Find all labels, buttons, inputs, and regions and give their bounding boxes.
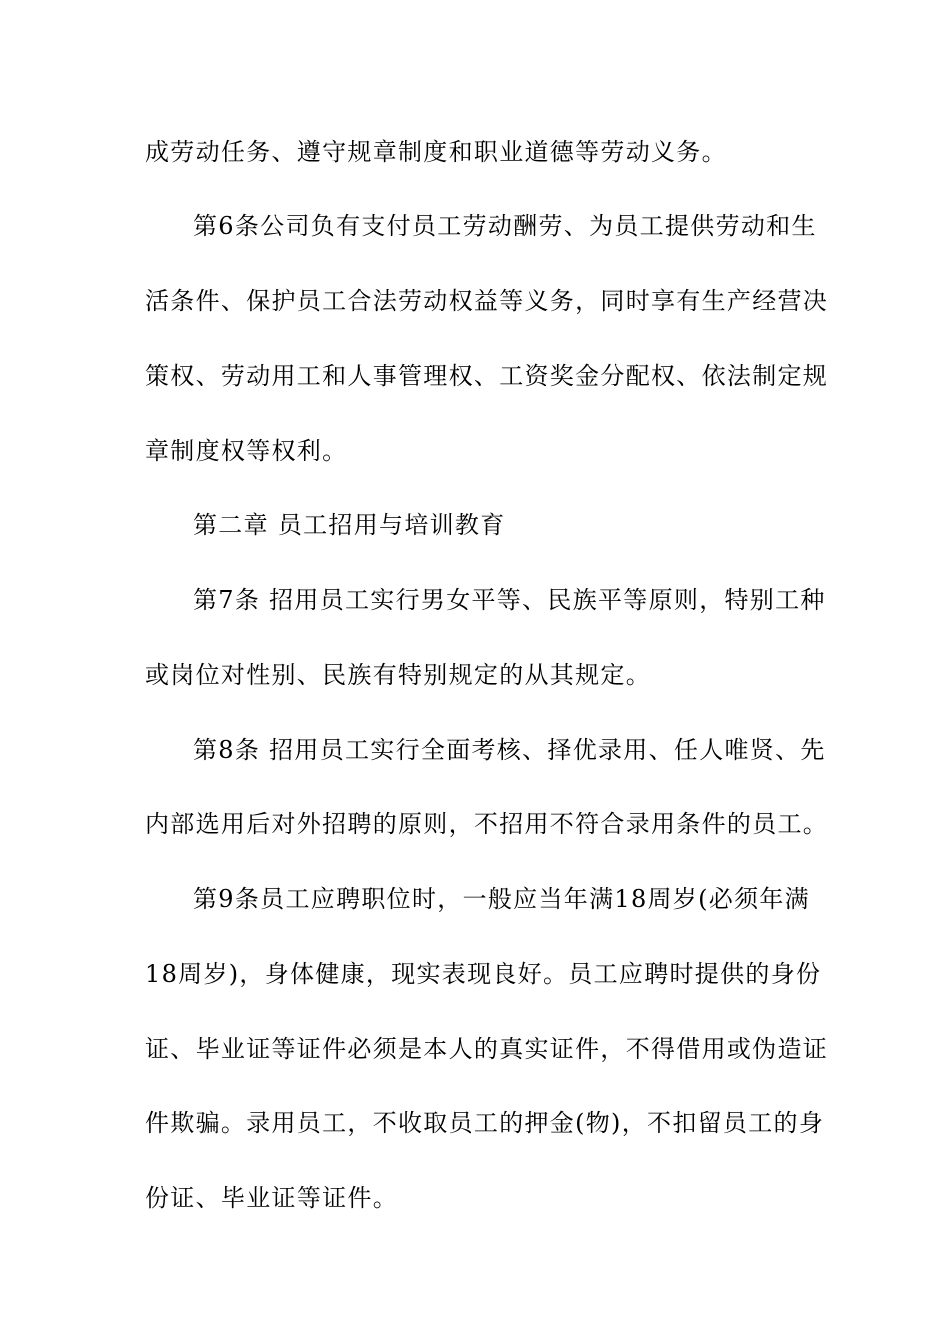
article-9-line: 第9条员工应聘职位时，一般应当年满18周岁(必须年满 (193, 885, 810, 913)
chapter-heading: 第二章 员工招用与培训教育 (193, 511, 506, 539)
text-line: 章制度权等权利。 (145, 437, 348, 465)
text-line: 成劳动任务、遵守规章制度和职业道德等劳动义务。 (145, 138, 727, 166)
text-line: 活条件、保护员工合法劳动权益等义务，同时享有生产经营决 (145, 287, 829, 315)
text-line: 证、毕业证等证件必须是本人的真实证件，不得借用或伪造证 (145, 1035, 829, 1063)
text-line: 内部选用后对外招聘的原则，不招用不符合录用条件的员工。 (145, 810, 829, 838)
text-line: 件欺骗。录用员工，不收取员工的押金(物)，不扣留员工的身 (145, 1109, 825, 1137)
text-line: 策权、劳动用工和人事管理权、工资奖金分配权、依法制定规 (145, 362, 829, 390)
text-line: 或岗位对性别、民族有特别规定的从其规定。 (145, 661, 651, 689)
article-8-line: 第8条 招用员工实行全面考核、择优录用、任人唯贤、先 (193, 736, 826, 764)
text-line: 18周岁)，身体健康，现实表现良好。员工应聘时提供的身份 (145, 960, 822, 988)
article-6-line: 第6条公司负有支付员工劳动酬劳、为员工提供劳动和生 (193, 212, 817, 240)
text-line: 份证、毕业证等证件。 (145, 1184, 398, 1212)
article-7-line: 第7条 招用员工实行男女平等、民族平等原则，特别工种 (193, 586, 826, 614)
